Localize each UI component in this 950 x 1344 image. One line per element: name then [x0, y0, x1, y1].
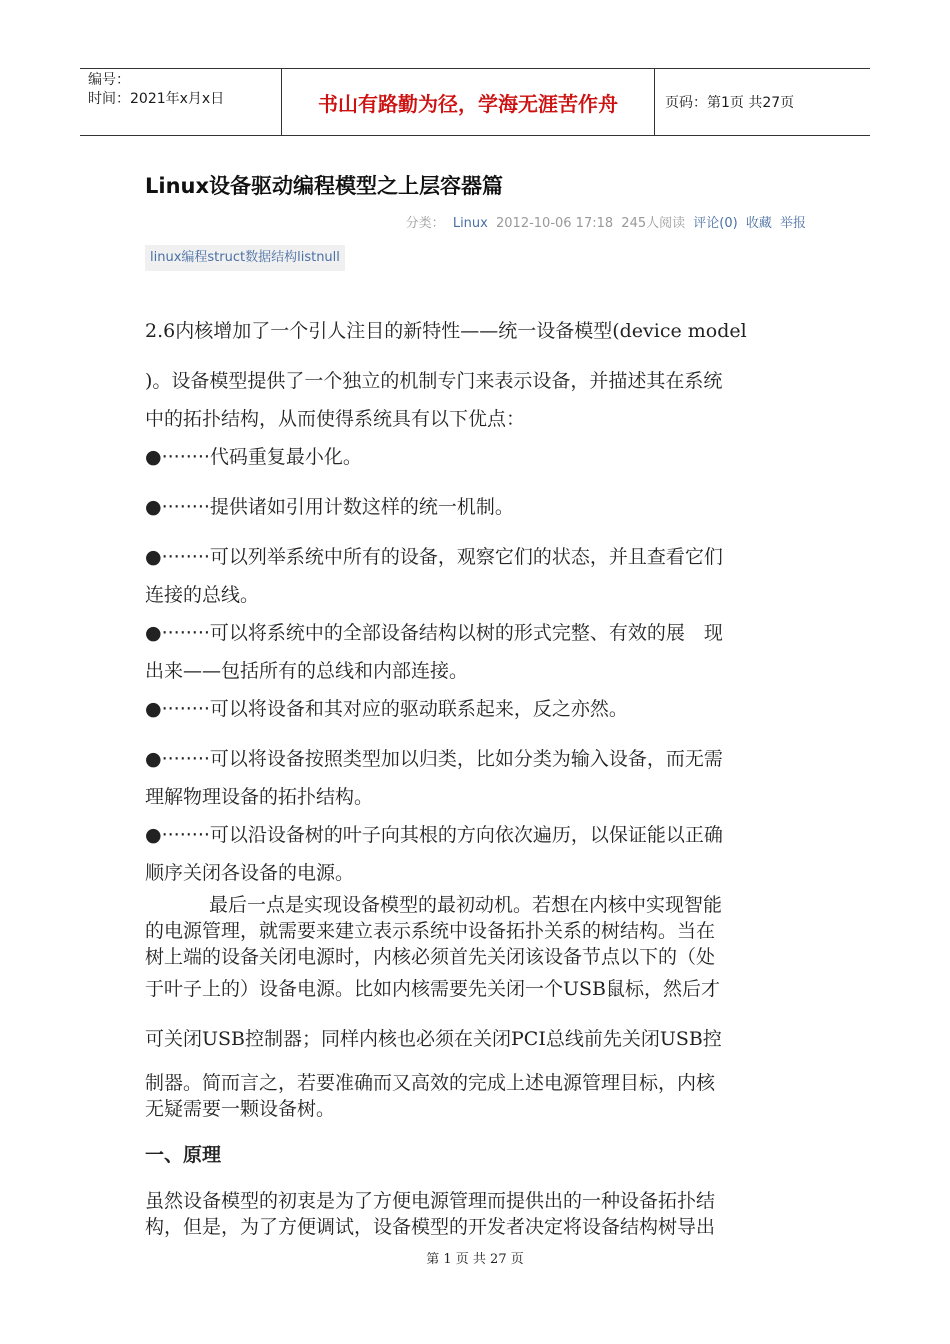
category-link[interactable]: Linux: [452, 216, 488, 231]
intro-line-1: 2.6内核增加了一个引人注目的新特性——统一设备模型(device model: [145, 320, 747, 342]
bullet-item: [145, 614, 805, 652]
bullet-item: [145, 740, 805, 778]
article-title: Linux设备驱动编程模型之上层容器篇: [145, 174, 504, 198]
tag-list[interactable]: linux编程struct数据结构listnull: [145, 245, 345, 271]
para2-line-7: 无疑需要一颗设备树。: [145, 1098, 336, 1120]
read-count: 245人阅读: [621, 216, 686, 231]
bullet-continuation: 顺序关闭各设备的电源。: [145, 862, 355, 884]
motto: 书山有路勤为径，学海无涯苦作舟: [282, 69, 655, 135]
page-info: 页码：第1页 共27页: [665, 95, 795, 111]
para3-line-2: 构，但是，为了方便调试，设备模型的开发者决定将设备结构树导出: [145, 1216, 716, 1238]
bullet-marker: ●········: [145, 698, 210, 720]
bullet-continuation: 理解物理设备的拓扑结构。: [145, 786, 374, 808]
bullet-text: 可以沿设备树的叶子向其根的方向依次遍历，以保证能以正确: [209, 824, 723, 846]
number-label: 编号：: [88, 72, 130, 88]
intro-line-3: 中的拓扑结构，从而使得系统具有以下优点：: [145, 408, 526, 430]
page-footer: 第 1 页 共 27 页: [426, 1252, 524, 1267]
bullet-marker: ●········: [145, 622, 210, 644]
bullet-text: 可以将设备按照类型加以归类，比如分类为输入设备，而无需: [209, 748, 723, 770]
category-label: 分类：: [405, 216, 445, 231]
article-body: [145, 312, 805, 1240]
bullet-text: 可以列举系统中所有的设备，观察它们的状态，并且查看它们: [209, 546, 723, 568]
bullet-item: [145, 488, 805, 526]
para2-line-6: 制器。简而言之，若要准确而又高效的完成上述电源管理目标，内核: [145, 1072, 716, 1094]
bullet-text: 代码重复最小化。: [209, 446, 362, 468]
bullet-item: [145, 438, 805, 476]
bullet-continuation: 连接的总线。: [145, 584, 260, 606]
bullet-marker: ●········: [145, 748, 210, 770]
para2-line-5: 可关闭USB控制器；同样内核也必须在关闭PCI总线前先关闭USB控: [145, 1028, 722, 1050]
time-label: 时间：2021年x月x日: [88, 91, 225, 107]
header-table: [80, 68, 870, 136]
header-left-cell: [80, 69, 282, 135]
bullet-marker: ●········: [145, 496, 210, 518]
intro-line-2: )。设备模型提供了一个独立的机制专门来表示设备，并描述其在系统: [145, 370, 723, 392]
article-meta: [402, 212, 806, 231]
para2-line-2: 的电源管理，就需要来建立表示系统中设备拓扑关系的树结构。当在: [145, 920, 716, 942]
bullet-item: [145, 538, 805, 576]
para2-line-4: 于叶子上的）设备电源。比如内核需要先关闭一个USB鼠标，然后才: [145, 978, 720, 1000]
para2-line-1: 最后一点是实现设备模型的最初动机。若想在内核中实现智能: [209, 894, 723, 916]
para2-line-3: 树上端的设备关闭电源时，内核必须首先关闭该设备节点以下的（处: [145, 946, 716, 968]
bullet-marker: ●········: [145, 446, 210, 468]
para3-line-1: 虽然设备模型的初衷是为了方便电源管理而提供出的一种设备拓扑结: [145, 1190, 716, 1212]
bullet-text: 可以将系统中的全部设备结构以树的形式完整、有效的展 现: [209, 622, 723, 644]
bullet-text: 提供诸如引用计数这样的统一机制。: [209, 496, 514, 518]
bullet-item: [145, 816, 805, 854]
favorite-link[interactable]: 收藏: [745, 216, 772, 231]
bullet-item: [145, 690, 805, 728]
report-link[interactable]: 举报: [779, 216, 806, 231]
bullet-continuation: 出来——包括所有的总线和内部连接。: [145, 660, 469, 682]
post-date: 2012-10-06 17:18: [496, 216, 614, 231]
bullet-text: 可以将设备和其对应的驱动联系起来，反之亦然。: [209, 698, 628, 720]
bullet-marker: ●········: [145, 824, 210, 846]
bullet-marker: ●········: [145, 546, 210, 568]
comments-link[interactable]: 评论(0): [693, 216, 738, 231]
section-heading: 一、原理: [145, 1144, 222, 1166]
